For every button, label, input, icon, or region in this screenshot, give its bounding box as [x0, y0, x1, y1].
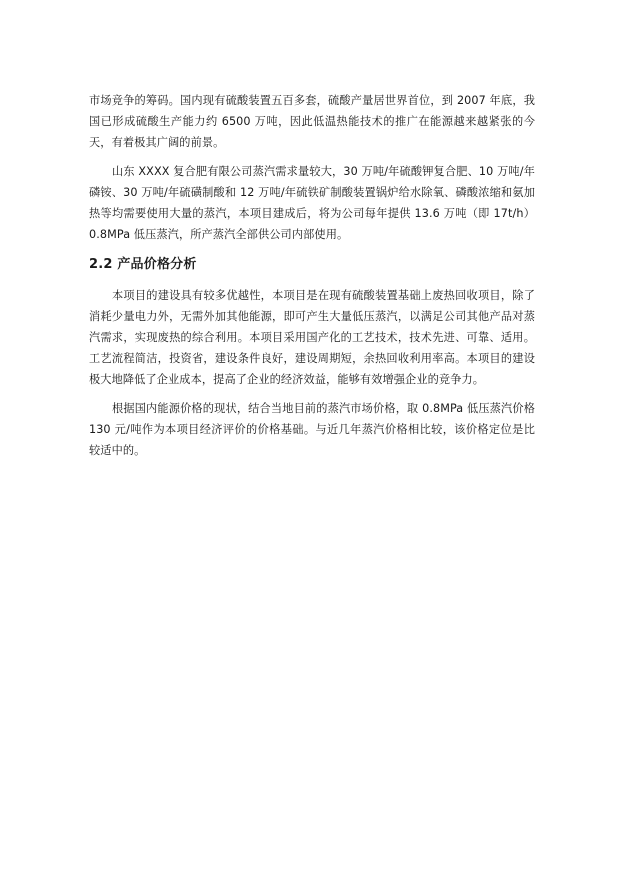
section-heading: 2.2 产品价格分析 [89, 257, 197, 272]
paragraph-price-basis: 根据国内能源价格的现状，结合当地目前的蒸汽市场价格，取 0.8MPa 低压蒸汽价格 130 元/吨作为本项目经济评价的价格基础。与近几年蒸汽价格相比较，该价格定位是比较适中的。 [89, 402, 535, 457]
paragraph-steam-demand: 山东 XXXX 复合肥有限公司蒸汽需求量较大，30 万吨/年硫酸钾复合肥、10 万吨/年磷铵、30 万吨/年硫磺制酸和 12 万吨/年硫铁矿制酸装置锅炉给水除氧、磷酸浓缩和氨加热等均需要使用大量的蒸汽，本项目建成后，将为公司每年提供 13.6 万吨（即 17t/h）0.8MPa 低压蒸汽，所产蒸汽全部供公司内部使用。 [89, 165, 535, 241]
paragraph-project-advantages: 本项目的建设具有较多优越性，本项目是在现有硫酸装置基础上废热回收项目，除了消耗少量电力外，无需外加其他能源，即可产生大量低压蒸汽，以满足公司其他产品对蒸汽需求，实现废热的综合利用。本项目采用国产化的工艺技术，技术先进、可靠、适用。工艺流程简洁，投资省，建设条件良好，建设周期短，余热回收利用率高。本项目的建设极大地降低了企业成本，提高了企业的经济效益，能够有效增强企业的竞争力。 [89, 289, 535, 386]
paragraph-spacer [89, 390, 535, 398]
paragraph-spacer [89, 153, 535, 161]
document-body [89, 90, 535, 461]
section-spacer [89, 245, 535, 254]
paragraph-market-competition: 市场竞争的筹码。国内现有硫酸装置五百多套，硫酸产量居世界首位，到 2007 年底，我国已形成硫酸生产能力约 6500 万吨，因此低温热能技术的推广在能源越来越紧张的今天，有着极其广阔的前景。 [89, 94, 535, 149]
section-spacer [89, 276, 535, 285]
